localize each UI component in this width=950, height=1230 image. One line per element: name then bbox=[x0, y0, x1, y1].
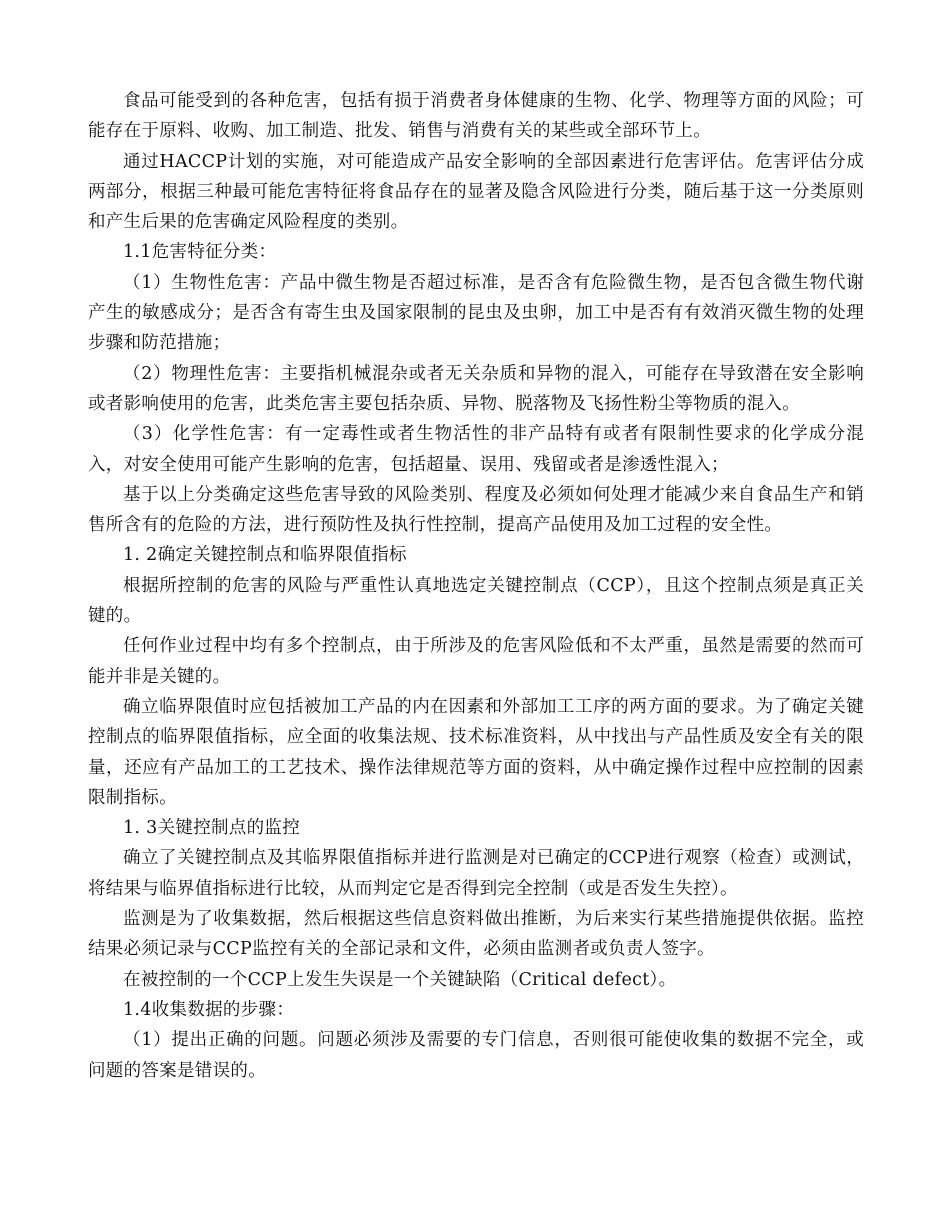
section-heading-1-3: 1. 3关键控制点的监控 bbox=[123, 818, 300, 839]
section-heading-1-1: 1.1危害特征分类： bbox=[123, 242, 277, 263]
paragraph-critical-defect: 在被控制的一个CCP上发生失误是一个关键缺陷（Critical defect）。 bbox=[123, 969, 677, 990]
list-item-biological-hazard: （1）生物性危害：产品中微生物是否超过标准，是否含有危险微生物，是否包含微生物代谢产生的敏感成分；是否含有寄生虫及国家限制的昆虫及虫卵，加工中是否有有效消灭微生物的处理步骤和防范措施； bbox=[88, 272, 864, 354]
paragraph-haccp-assessment: 通过HACCP计划的实施，对可能造成产品安全影响的全部因素进行危害评估。危害评估分成两部分，根据三种最可能危害特征将食品存在的显著及隐含风险进行分类，随后基于这一分类原则和产生后果的危害确定风险程度的类别。 bbox=[88, 151, 864, 233]
list-item-chemical-hazard: （3）化学性危害：有一定毒性或者生物活性的非产品特有或者有限制性要求的化学成分混入，对安全使用可能产生影响的危害，包括超量、误用、残留或者是渗透性混入； bbox=[88, 424, 864, 475]
section-heading-1-2: 1. 2确定关键控制点和临界限值指标 bbox=[123, 545, 407, 566]
list-item-physical-hazard: （2）物理性危害：主要指机械混杂或者无关杂质和异物的混入，可能存在导致潜在安全影响或者影响使用的危害，此类危害主要包括杂质、异物、脱落物及飞扬性粉尘等物质的混入。 bbox=[88, 363, 864, 414]
paragraph-control-points: 任何作业过程中均有多个控制点，由于所涉及的危害风险低和不太严重，虽然是需要的然而可能并非是关键的。 bbox=[88, 636, 864, 687]
paragraph-ccp-selection: 根据所控制的危害的风险与严重性认真地选定关键控制点（CCP），且这个控制点须是真正关键的。 bbox=[88, 575, 864, 627]
paragraph-monitoring-records: 监测是为了收集数据，然后根据这些信息资料做出推断，为后来实行某些措施提供依据。监控结果必须记录与CCP监控有关的全部记录和文件，必须由监测者或负责人签字。 bbox=[88, 909, 864, 960]
paragraph-critical-limits: 确立临界限值时应包括被加工产品的内在因素和外部加工工序的两方面的要求。为了确定关键控制点的临界限值指标，应全面的收集法规、技术标准资料，从中找出与产品性质及安全有关的限量，还应有产品加工的工艺技术、操作法律规范等方面的资料，从中确定操作过程中应控制的因素限制指标。 bbox=[88, 696, 864, 808]
section-heading-1-4: 1.4收集数据的步骤： bbox=[123, 999, 295, 1020]
paragraph-risk-classification: 基于以上分类确定这些危害导致的风险类别、程度及必须如何处理才能减少来自食品生产和销售所含有的危险的方法，进行预防性及执行性控制，提高产品使用及加工过程的安全性。 bbox=[88, 484, 864, 536]
paragraph-ccp-monitoring: 确立了关键控制点及其临界限值指标并进行监测是对已确定的CCP进行观察（检查）或测试，将结果与临界值指标进行比较，从而判定它是否得到完全控制（或是否发生失控）。 bbox=[88, 848, 864, 899]
list-item-data-collection-step-1: （1）提出正确的问题。问题必须涉及需要的专门信息，否则很可能使收集的数据不完全，或问题的答案是错误的。 bbox=[88, 1030, 864, 1081]
paragraph-intro-hazards: 食品可能受到的各种危害，包括有损于消费者身体健康的生物、化学、物理等方面的风险；可能存在于原料、收购、加工制造、批发、销售与消费有关的某些或全部环节上。 bbox=[88, 91, 864, 142]
